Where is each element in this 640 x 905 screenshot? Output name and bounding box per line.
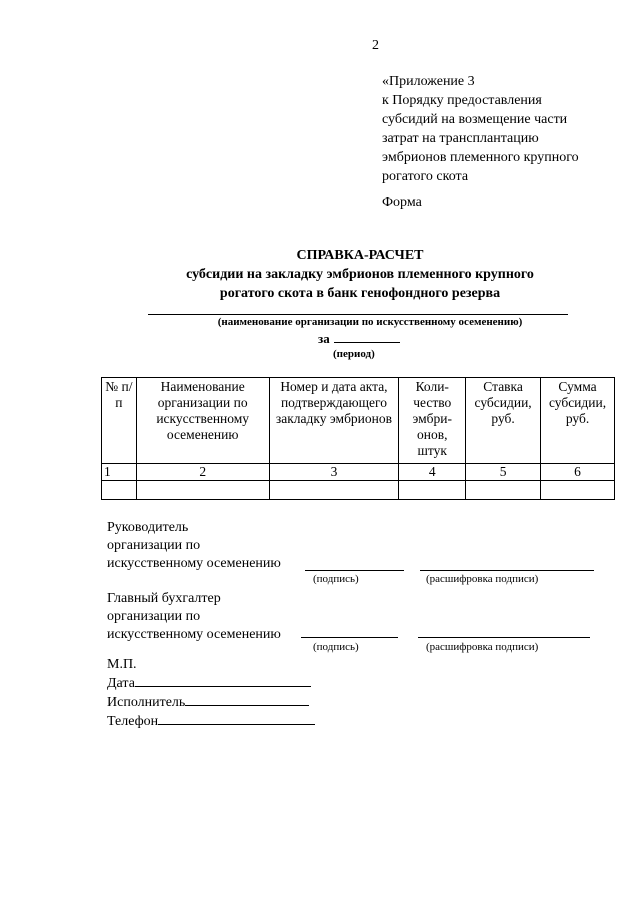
head-decode-line[interactable] [420,570,594,571]
head-label-line: искусственному осеменению [107,556,281,571]
date-field [107,674,315,693]
accountant-decode-caption: (расшифровка подписи) [426,641,539,653]
accountant-signature-label [107,590,281,644]
head-label-line: организации по [107,538,201,553]
executor-label: Исполнитель [107,695,186,710]
table-cell[interactable] [399,481,466,500]
header-cell: Номер и дата акта, подтверждающего закладку эмбрионов [269,378,399,464]
title-subtitle-2: рогатого скота в банк генофондного резерва [219,286,501,301]
period-fill-line [334,332,400,343]
footer-fields [107,656,315,731]
column-number: 5 [466,464,541,481]
column-number: 2 [136,464,269,481]
column-number-row [102,464,615,481]
appendix-line: к Порядку предоставления [382,93,542,108]
form-label: Форма [382,195,422,210]
table-row [102,481,615,500]
appendix-line: субсидий на возмещение части [382,112,568,127]
head-decode-caption: (расшифровка подписи) [426,573,539,585]
executor-field [107,693,315,712]
header-cell: Коли-чество эмбри-онов, штук [399,378,466,464]
period-row [318,331,400,347]
column-number: 6 [541,464,615,481]
phone-fill-line[interactable] [158,712,315,725]
period-prefix: за [318,331,330,346]
column-number: 1 [102,464,137,481]
appendix-line: «Приложение 3 [382,74,475,89]
column-number: 4 [399,464,466,481]
table-cell[interactable] [269,481,399,500]
document-title [100,246,620,303]
phone-label: Телефон [107,714,159,729]
appendix-line: затрат на трансплантацию [382,131,539,146]
phone-field [107,712,315,731]
table-cell[interactable] [102,481,137,500]
stamp-label: М.П. [107,657,137,672]
appendix-line: рогатого скота [382,169,469,184]
organization-caption: (наименование организации по искусственному осеменению) [217,316,523,328]
table-cell[interactable] [541,481,615,500]
accountant-label-line: организации по [107,609,201,624]
header-cell: Наименование организации по искусственному осеменению [136,378,269,464]
period-caption: (период) [333,348,375,360]
head-signature-label [107,519,281,573]
page-number: 2 [372,38,379,53]
table-cell[interactable] [136,481,269,500]
title-subtitle-1: субсидии на закладку эмбрионов племенного крупного [186,267,534,282]
accountant-label-line: искусственному осеменению [107,627,281,642]
column-number: 3 [269,464,399,481]
head-signature-line[interactable] [305,570,404,571]
calculation-table [101,377,615,500]
executor-fill-line[interactable] [185,693,309,706]
organization-fill-line [148,314,568,315]
appendix-line: эмбрионов племенного крупного [382,150,579,165]
title-main: СПРАВКА-РАСЧЕТ [296,248,424,263]
table-cell[interactable] [466,481,541,500]
header-cell: Ставка субсидии, руб. [466,378,541,464]
date-label: Дата [107,676,135,691]
accountant-label-line: Главный бухгалтер [107,591,221,606]
header-cell: № п/п [102,378,137,464]
accountant-signature-line[interactable] [301,637,398,638]
appendix-reference [382,72,579,186]
accountant-decode-line[interactable] [418,637,590,638]
accountant-sign-caption: (подпись) [313,641,359,653]
table-header-row [102,378,615,464]
date-fill-line[interactable] [135,674,311,687]
head-label-line: Руководитель [107,520,189,535]
header-cell: Сумма субсидии, руб. [541,378,615,464]
head-sign-caption: (подпись) [313,573,359,585]
